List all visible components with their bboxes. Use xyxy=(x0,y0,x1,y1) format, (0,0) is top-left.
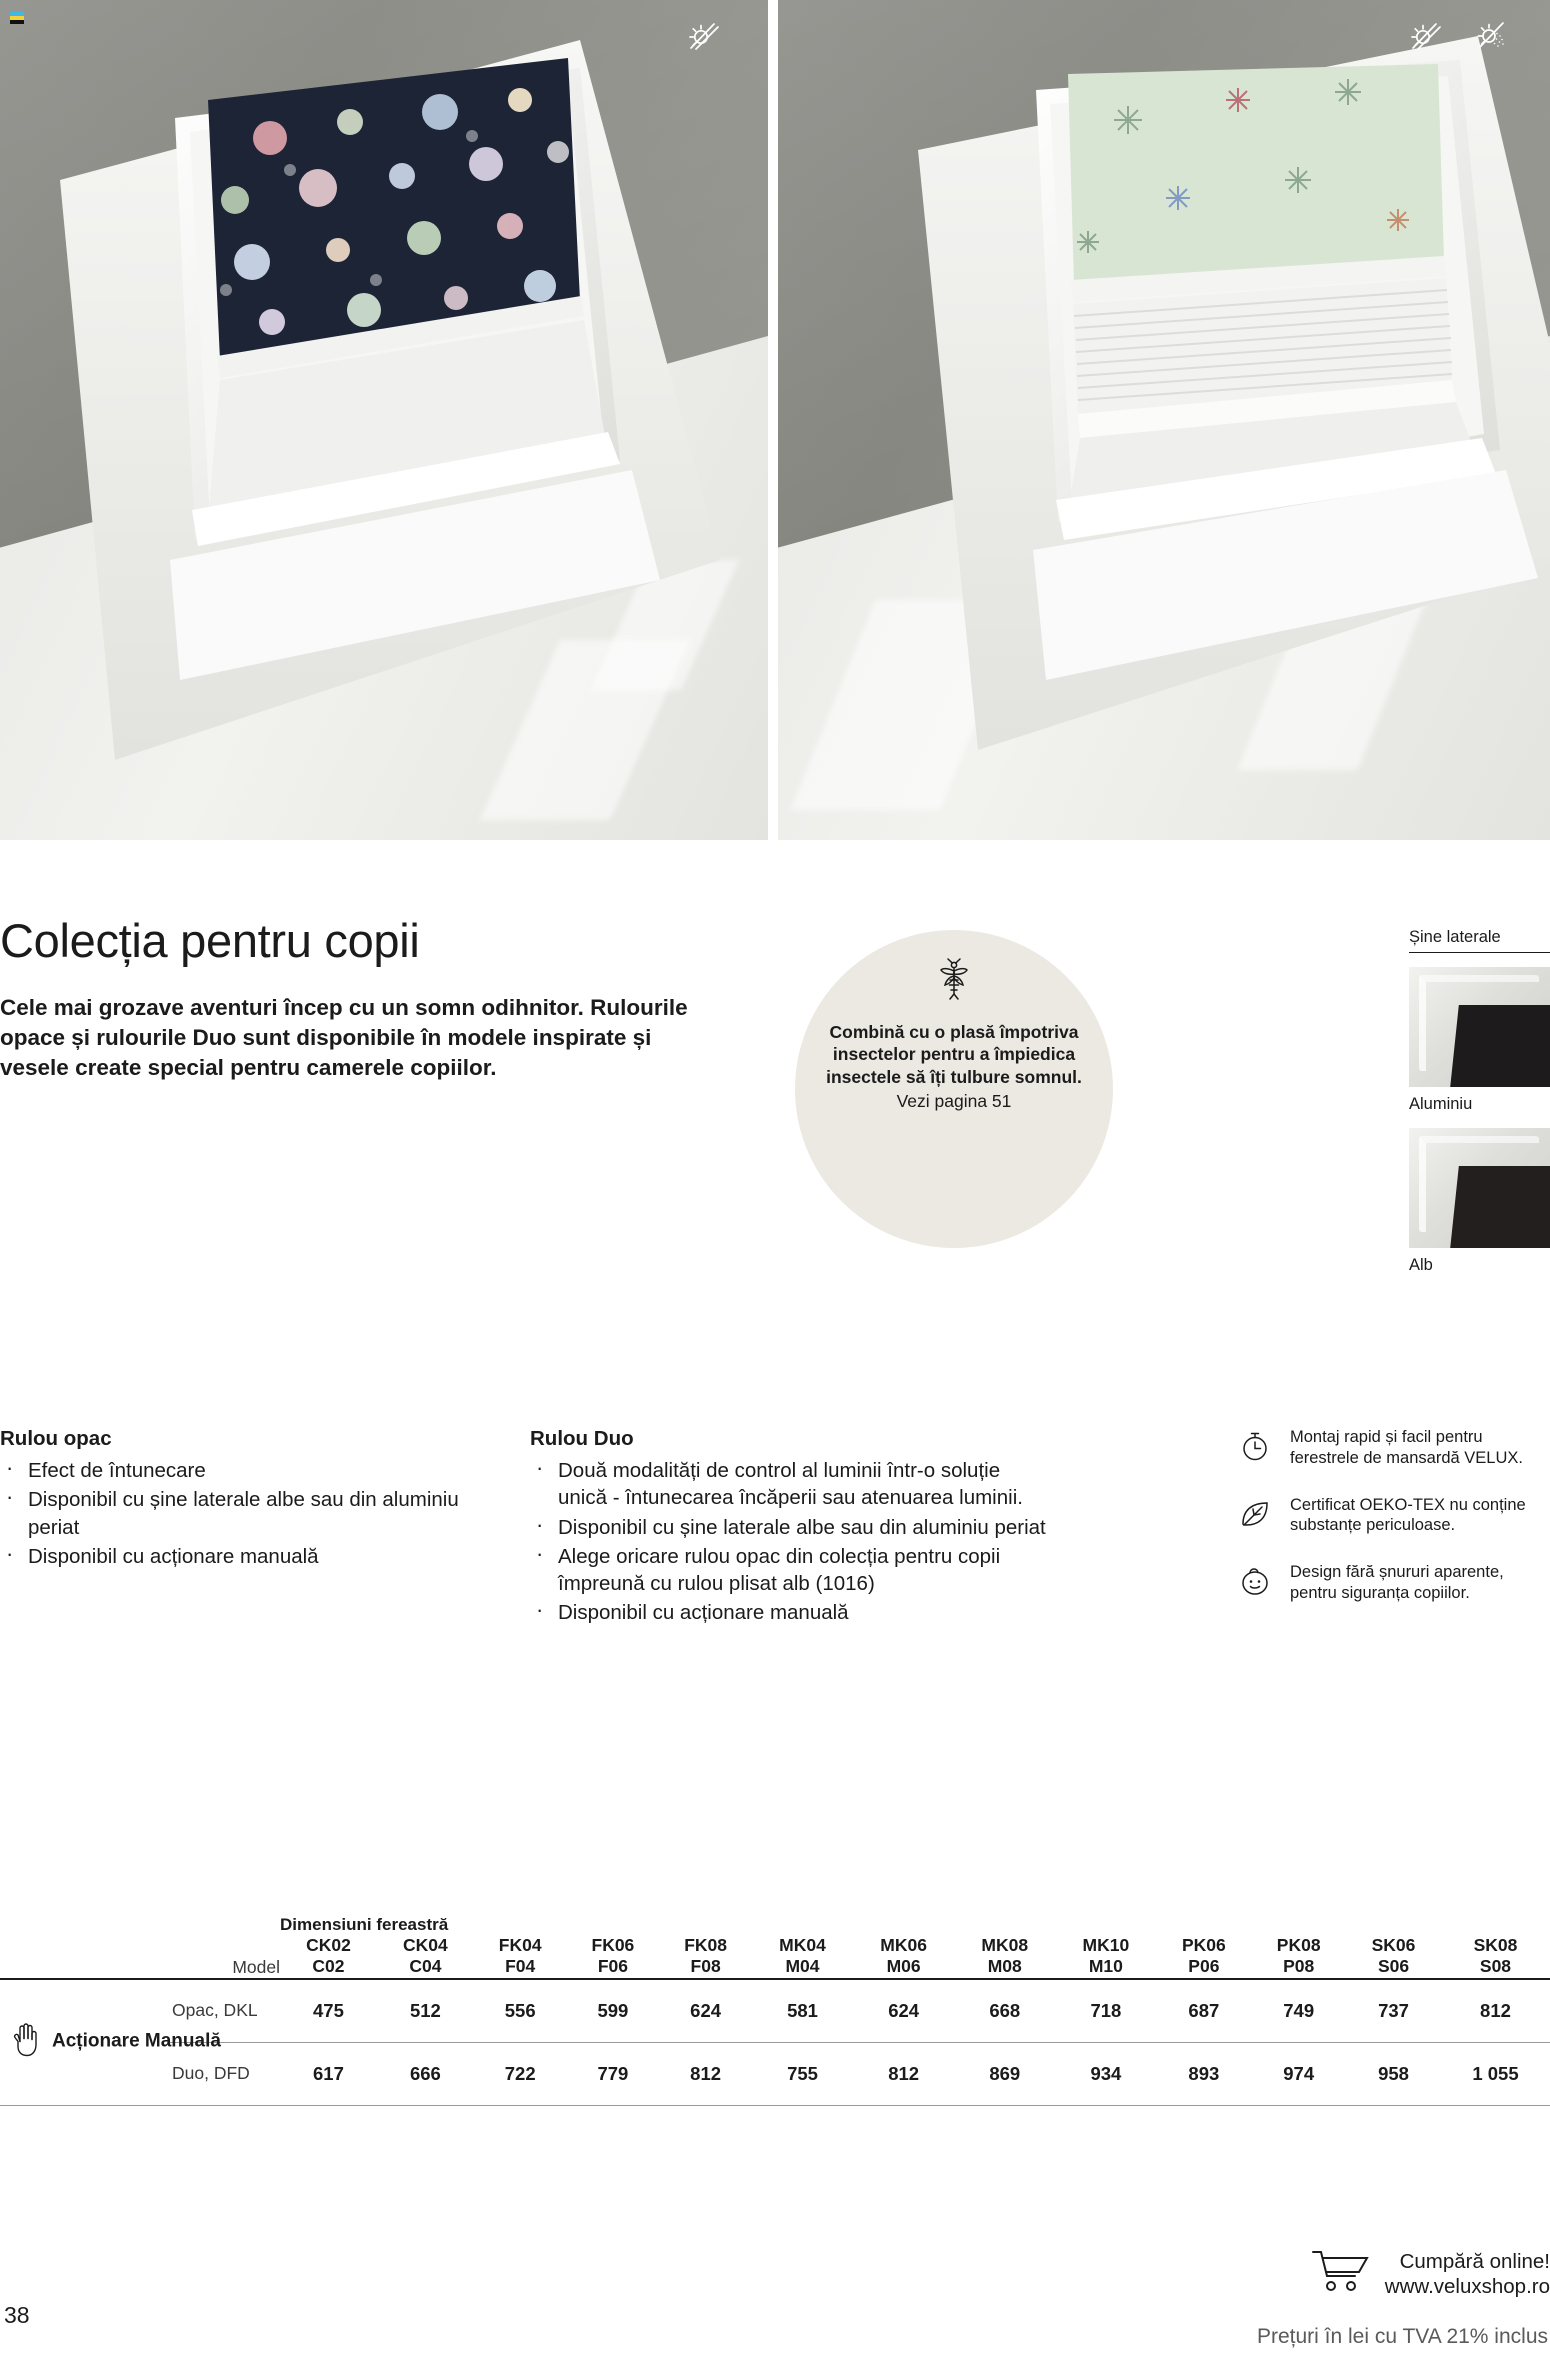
col-code-bottom: C02 xyxy=(312,1956,345,1977)
col-code-top: MK04 xyxy=(779,1935,826,1955)
col-code-bottom: M10 xyxy=(1088,1956,1123,1977)
skylight-window xyxy=(20,40,740,800)
cell-value: 812 xyxy=(1441,1979,1550,2043)
col-header xyxy=(1055,1935,1156,1979)
col-code-top: MK10 xyxy=(1082,1935,1130,1955)
photo-duo-blind xyxy=(778,0,1550,840)
side-rail-label-white: Alb xyxy=(1409,1256,1433,1274)
list-item: · Două modalități de control al luminii într-o soluție unică - întunecarea încăperii sau atenuarea luminii. xyxy=(530,1457,1050,1512)
row-label: Opac, DKL xyxy=(170,1979,280,2043)
col-header xyxy=(474,1935,567,1979)
col-code-bottom: F06 xyxy=(597,1956,628,1977)
column-title-opac: Rulou opac xyxy=(0,1427,112,1450)
cell-value: 556 xyxy=(474,1979,567,2043)
col-code-bottom: P08 xyxy=(1283,1956,1315,1977)
shop-line-1: Cumpără online! xyxy=(1399,2249,1550,2273)
page-number: 38 xyxy=(4,2302,30,2328)
table-row xyxy=(0,2042,1550,2105)
col-header xyxy=(752,1935,853,1979)
benefit-quick-install xyxy=(1238,1427,1550,1469)
col-code-top: MK08 xyxy=(981,1935,1029,1955)
cell-value: 722 xyxy=(474,2042,567,2105)
col-header xyxy=(1251,1935,1346,1979)
col-code-bottom: P06 xyxy=(1188,1956,1220,1977)
col-code-top: FK08 xyxy=(684,1935,727,1955)
hand-icon xyxy=(8,2020,42,2065)
cell-value: 718 xyxy=(1055,1979,1156,2043)
insect-net-callout xyxy=(795,930,1113,1248)
col-code-bottom: F08 xyxy=(690,1956,721,1977)
photo-blackout-blind xyxy=(0,0,768,840)
col-code-bottom: F04 xyxy=(505,1956,536,1977)
col-header xyxy=(1346,1935,1441,1979)
list-item: · Disponibil cu acționare manuală xyxy=(530,1599,1050,1626)
cell-value: 617 xyxy=(280,2042,377,2105)
cell-value: 599 xyxy=(567,1979,660,2043)
shop-line-2: www.veluxshop.ro xyxy=(1384,2274,1550,2298)
feature-list-opac xyxy=(0,1457,500,1570)
feature-list-duo xyxy=(530,1457,1050,1627)
side-rails-title: Șine laterale xyxy=(1409,928,1550,953)
col-code-top: MK06 xyxy=(880,1935,927,1955)
cell-value: 475 xyxy=(280,1979,377,2043)
col-code-bottom: M08 xyxy=(987,1956,1022,1977)
list-item: · Efect de întunecare xyxy=(0,1457,500,1484)
cell-value: 755 xyxy=(752,2042,853,2105)
col-code-top: PK06 xyxy=(1181,1935,1226,1955)
mosquito-icon xyxy=(934,958,974,1007)
cell-value: 812 xyxy=(659,2042,752,2105)
cell-value: 624 xyxy=(853,1979,954,2043)
benefit-child-safe xyxy=(1238,1562,1550,1604)
cell-value: 624 xyxy=(659,1979,752,2043)
col-code-top: SK08 xyxy=(1473,1935,1518,1955)
col-code-bottom: S06 xyxy=(1377,1956,1410,1977)
col-header xyxy=(1156,1935,1251,1979)
benefit-oeko-tex xyxy=(1238,1495,1550,1537)
list-item: · Disponibil cu acționare manuală xyxy=(0,1543,500,1570)
cell-value: 668 xyxy=(954,1979,1055,2043)
col-code-bottom: C04 xyxy=(409,1956,442,1977)
baby-face-icon xyxy=(1238,1562,1276,1604)
cell-value: 779 xyxy=(567,2042,660,2105)
blackout-sun-icon xyxy=(1406,18,1442,54)
dims-header: Dimensiuni fereastră xyxy=(280,1915,449,1934)
side-rail-swatch-white[interactable] xyxy=(1409,1128,1550,1248)
model-label: Model xyxy=(170,1935,280,1979)
col-code-bottom: S08 xyxy=(1479,1956,1512,1977)
column-rulou-duo xyxy=(530,1427,1050,1627)
headline-block xyxy=(0,915,740,1084)
photo-strip xyxy=(0,0,1550,840)
benefit-text: Certificat OEKO-TEX nu conține substanțe periculoase. xyxy=(1290,1495,1526,1535)
list-item: · Disponibil cu șine laterale albe sau din aluminiu periat xyxy=(530,1514,1050,1541)
col-code-bottom: M04 xyxy=(785,1956,820,1977)
col-code-top: CK02 xyxy=(306,1935,351,1955)
col-code-top: CK04 xyxy=(403,1935,448,1955)
table-row xyxy=(0,1979,1550,2043)
callout-page-ref: Vezi pagina 51 xyxy=(896,1091,1012,1112)
page-lede: Cele mai grozave aventuri încep cu un somn odihnitor. Rulourile opace și rulourile Duo sunt disponibile în modele inspirate și vesele create special pentru camerele copiilor. xyxy=(0,994,688,1081)
benefits-panel xyxy=(1238,1427,1550,1630)
benefit-text: Design fără șnururi aparente, pentru siguranța copiilor. xyxy=(1290,1563,1504,1602)
price-table xyxy=(0,1915,1550,2106)
shop-text xyxy=(1385,2249,1550,2299)
cell-value: 737 xyxy=(1346,1979,1441,2043)
column-rulou-opac xyxy=(0,1427,500,1570)
column-title-duo: Rulou Duo xyxy=(530,1427,634,1450)
operation-label: Acționare Manuală xyxy=(52,2030,221,2052)
table-header-row xyxy=(0,1935,1550,1979)
cell-value: 749 xyxy=(1251,1979,1346,2043)
light-filter-sun-icon xyxy=(1474,18,1510,54)
cell-value: 687 xyxy=(1156,1979,1251,2043)
cell-value: 512 xyxy=(377,1979,474,2043)
callout-text: Combină cu o plasă împotriva insectelor pentru a împiedica insectele să îți tulbure somnul. xyxy=(826,1022,1082,1087)
col-header xyxy=(954,1935,1055,1979)
col-code-top: PK08 xyxy=(1276,1935,1321,1955)
stopwatch-icon xyxy=(1238,1427,1276,1469)
table-dims-title-row xyxy=(0,1915,1550,1935)
vat-note: Prețuri în lei cu TVA 21% inclus xyxy=(1256,2325,1548,2348)
col-header xyxy=(377,1935,474,1979)
col-header xyxy=(659,1935,752,1979)
benefit-text: Montaj rapid și facil pentru ferestrele de mansardă VELUX. xyxy=(1290,1428,1523,1467)
col-header xyxy=(853,1935,954,1979)
col-code-top: SK06 xyxy=(1371,1935,1416,1955)
row-label: Duo, DFD xyxy=(170,2042,280,2105)
side-rail-swatch-aluminium[interactable] xyxy=(1409,967,1550,1087)
shopping-cart-icon xyxy=(1311,2248,1369,2299)
list-item: · Disponibil cu șine laterale albe sau din aluminiu periat xyxy=(0,1486,500,1541)
cell-value: 869 xyxy=(954,2042,1055,2105)
cell-value: 958 xyxy=(1346,2042,1441,2105)
list-item: · Alege oricare rulou opac din colecția pentru copii împreună cu rulou plisat alb (1016) xyxy=(530,1543,1050,1598)
blackout-sun-icon xyxy=(684,18,720,54)
cell-value: 666 xyxy=(377,2042,474,2105)
cell-value: 812 xyxy=(853,2042,954,2105)
skylight-window xyxy=(878,30,1550,810)
cell-value: 974 xyxy=(1251,2042,1346,2105)
registration-mark xyxy=(10,12,24,34)
cell-value: 1 055 xyxy=(1441,2042,1550,2105)
side-rails-panel xyxy=(1409,928,1550,1275)
leaf-icon xyxy=(1238,1495,1276,1537)
col-code-top: FK04 xyxy=(498,1935,542,1955)
side-rail-label-aluminium: Aluminiu xyxy=(1409,1095,1473,1113)
col-header xyxy=(280,1935,377,1979)
page-title: Colecția pentru copii xyxy=(0,914,420,967)
col-header xyxy=(567,1935,660,1979)
cell-value: 581 xyxy=(752,1979,853,2043)
col-code-bottom: M06 xyxy=(886,1956,921,1977)
cell-value: 893 xyxy=(1156,2042,1251,2105)
shop-online-block[interactable] xyxy=(1311,2248,1550,2299)
col-header xyxy=(1441,1935,1550,1979)
col-code-top: FK06 xyxy=(591,1935,635,1955)
cell-value: 934 xyxy=(1055,2042,1156,2105)
